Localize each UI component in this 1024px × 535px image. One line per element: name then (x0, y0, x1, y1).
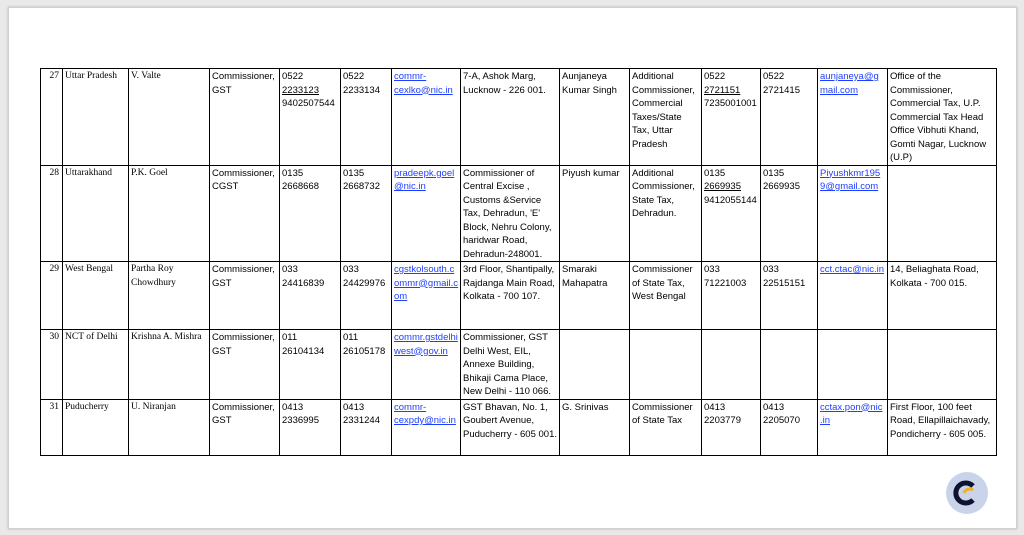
sgst-address-cell (888, 399, 997, 455)
cgst-officer-name: U. Niranjan (131, 401, 176, 412)
cgst-mobile-number: 9402507544 (282, 98, 335, 109)
cgst-email-cell (392, 330, 461, 400)
cgst-address: GST Bhavan, No. 1, Goubert Avenue, Puducherry - 605 001. (463, 401, 558, 440)
cgst-phone-number: 24416839 (282, 277, 325, 289)
serial-number-cell (41, 262, 63, 330)
table-row (41, 399, 997, 455)
sgst-designation-cell (630, 262, 702, 330)
sgst-designation: Commissioner of State Tax, West Bengal (632, 264, 693, 302)
sgst-fax-number: 22515151 (763, 277, 806, 289)
serial-number: 28 (49, 167, 59, 178)
sgst-fax-cell (761, 69, 818, 166)
sgst-email-cell (818, 165, 888, 262)
sgst-phone-cell (702, 69, 761, 166)
contact-table (40, 68, 997, 456)
cgst-fax-number: 2668732 (343, 181, 380, 192)
state-cell (63, 262, 129, 330)
cgst-designation-cell (210, 262, 280, 330)
cgst-fax-cell (341, 165, 392, 262)
cgst-designation: Commissioner, GST (212, 401, 275, 426)
cgst-fax-code: 0135 (343, 167, 365, 179)
sgst-officer-name: G. Srinivas (562, 401, 609, 413)
sgst-email-cell (818, 330, 888, 400)
cgst-designation: Commissioner, GST (212, 264, 275, 289)
cgst-address-cell (461, 330, 560, 400)
cgst-phone-number: 26104134 (282, 345, 325, 357)
sgst-mobile-number: 7235001001 (704, 98, 757, 109)
sgst-email-link[interactable]: cctax.pon@nic.in (820, 401, 883, 426)
sgst-designation-cell (630, 165, 702, 262)
sgst-phone-code: 0413 (704, 401, 726, 413)
cgst-email-link[interactable]: cgstkolsouth.commr@gmail.com (394, 264, 459, 302)
cgst-email-cell (392, 69, 461, 166)
sgst-phone-cell (702, 262, 761, 330)
cgst-designation: Commissioner, CGST (212, 167, 275, 192)
state-name: Puducherry (65, 401, 109, 412)
sgst-email-cell (818, 262, 888, 330)
table-row (41, 262, 997, 330)
sgst-address: Office of the Commissioner, Commercial Tax, U.P. Commercial Tax Head Office Vibhuti Khand, Gomti Nagar, Lucknow (U.P) (890, 71, 987, 163)
sgst-phone-cell (702, 165, 761, 262)
state-cell (63, 330, 129, 400)
cgst-fax-cell (341, 262, 392, 330)
cgst-phone-cell (280, 262, 341, 330)
cgst-email-cell (392, 399, 461, 455)
sgst-officer-name: Piyush kumar (562, 167, 620, 179)
sgst-mobile-number: 9412055144 (704, 194, 757, 206)
state-name: Uttar Pradesh (65, 71, 117, 81)
sgst-designation: Additional Commissioner, Commercial Taxes/State Tax, Uttar Pradesh (632, 71, 695, 150)
sgst-designation: Commissioner of State Tax (632, 401, 693, 426)
cgst-email-link[interactable]: commr.gstdelhiwest@gov.in (394, 332, 458, 357)
sgst-designation-cell (630, 330, 702, 400)
sgst-officer-cell (560, 165, 630, 262)
sgst-email-link[interactable]: aunjaneya@gmail.com (820, 71, 879, 96)
sgst-officer-name: Aunjaneya Kumar Singh (562, 71, 617, 96)
cgst-address-cell (461, 262, 560, 330)
cgst-phone-code: 0522 (282, 71, 304, 82)
cgst-designation: Commissioner, GST (212, 71, 275, 96)
cgst-fax-code: 033 (343, 264, 359, 275)
sgst-address-cell (888, 330, 997, 400)
cgst-phone-cell (280, 399, 341, 455)
cgst-officer-cell (129, 399, 210, 455)
cgst-phone-code: 033 (282, 264, 298, 275)
sgst-officer-name: Smaraki Mahapatra (562, 264, 608, 289)
cgst-phone-number: 2233123 (282, 84, 319, 96)
cgst-phone-cell (280, 165, 341, 262)
serial-number-cell (41, 399, 63, 455)
cgst-fax-number: 2233134 (343, 84, 380, 96)
sgst-officer-cell (560, 69, 630, 166)
sgst-email-link[interactable]: cct.ctac@nic.in (820, 264, 885, 275)
sgst-officer-cell (560, 399, 630, 455)
cgst-designation-cell (210, 165, 280, 262)
cgst-address-cell (461, 165, 560, 262)
sgst-address-cell (888, 165, 997, 262)
state-name: Uttarakhand (65, 167, 112, 178)
cgst-fax-code: 011 (343, 332, 359, 343)
cgst-phone-cell (280, 330, 341, 400)
serial-number-cell (41, 69, 63, 166)
cgst-phone-code: 0413 (282, 401, 304, 413)
sgst-email-cell (818, 69, 888, 166)
state-cell (63, 165, 129, 262)
cgst-designation: Commissioner, GST (212, 332, 275, 357)
cgst-address: 7-A, Ashok Marg, Lucknow - 226 001. (463, 71, 546, 96)
cgst-officer-name: Partha Roy Chowdhury (131, 264, 176, 288)
sgst-address: First Floor, 100 feet Road, Ellapillaichavady, Pondicherry - 605 005. (890, 401, 991, 440)
serial-number-cell (41, 165, 63, 262)
serial-number: 29 (49, 264, 59, 274)
sgst-fax-number: 2205070 (763, 415, 800, 426)
document-page (8, 7, 1017, 529)
cgst-address-cell (461, 399, 560, 455)
cgst-address: Commissioner, GST Delhi West, EIL, Annexe Building, Bhikaji Cama Place, New Delhi - 110 066. (463, 332, 552, 397)
sgst-fax-cell (761, 262, 818, 330)
cgst-fax-number: 24429976 (343, 277, 386, 289)
state-name: West Bengal (65, 264, 114, 274)
sgst-phone-code: 0135 (704, 167, 726, 179)
logo-c-icon (946, 472, 988, 514)
sgst-phone-code: 033 (704, 264, 720, 275)
cgst-designation-cell (210, 69, 280, 166)
table-row (41, 165, 997, 262)
sgst-fax-code: 033 (763, 264, 779, 275)
cgst-designation-cell (210, 330, 280, 400)
sgst-phone-cell (702, 330, 761, 400)
sgst-officer-cell (560, 330, 630, 400)
sgst-designation: Additional Commissioner, State Tax, Dehradun. (632, 167, 695, 219)
cgst-officer-cell (129, 69, 210, 166)
cgst-designation-cell (210, 399, 280, 455)
cgst-phone-number: 2668668 (282, 181, 319, 192)
sgst-fax-code: 0135 (763, 167, 785, 179)
sgst-phone-code: 0522 (704, 71, 726, 82)
serial-number-cell (41, 330, 63, 400)
cgst-phone-number: 2336995 (282, 415, 319, 426)
cgst-fax-code: 0413 (343, 401, 365, 413)
cgst-officer-name: V. Valte (131, 71, 161, 81)
sgst-phone-number: 2721151 (704, 84, 741, 96)
sgst-designation-cell (630, 399, 702, 455)
cgst-email-link[interactable]: pradeepk.goel@nic.in (394, 167, 455, 192)
cgst-officer-cell (129, 165, 210, 262)
sgst-phone-number: 2203779 (704, 415, 741, 426)
state-cell (63, 69, 129, 166)
cgst-address: Commissioner of Central Excise , Customs &Service Tax, Dehradun, 'E' Block, Nehru Colony, haridwar Road, Dehradun-248001. (463, 167, 552, 260)
cgst-email-cell (392, 165, 461, 262)
sgst-address-cell (888, 69, 997, 166)
sgst-fax-cell (761, 330, 818, 400)
state-cell (63, 399, 129, 455)
sgst-fax-number: 2669935 (763, 181, 800, 192)
state-name: NCT of Delhi (65, 332, 118, 342)
cgst-fax-cell (341, 330, 392, 400)
cgst-address-cell (461, 69, 560, 166)
sgst-phone-number: 2669935 (704, 181, 741, 192)
cgst-fax-cell (341, 399, 392, 455)
cgst-fax-cell (341, 69, 392, 166)
sgst-address: 14, Beliaghata Road, Kolkata - 700 015. (890, 264, 979, 289)
table-row (41, 330, 997, 400)
sgst-address-cell (888, 262, 997, 330)
cgst-phone-code: 0135 (282, 167, 304, 179)
sgst-fax-code: 0522 (763, 71, 785, 82)
sgst-phone-cell (702, 399, 761, 455)
floating-logo-button[interactable] (946, 472, 988, 514)
cgst-fax-number: 2331244 (343, 415, 380, 426)
cgst-officer-cell (129, 262, 210, 330)
sgst-designation-cell (630, 69, 702, 166)
cgst-officer-name: Krishna A. Mishra (131, 332, 202, 342)
serial-number: 31 (49, 401, 59, 412)
cgst-email-cell (392, 262, 461, 330)
cgst-email-link[interactable]: commr-cexpdy@nic.in (394, 401, 456, 426)
sgst-officer-cell (560, 262, 630, 330)
cgst-email-link[interactable]: commr-cexlko@nic.in (394, 71, 453, 96)
cgst-fax-code: 0522 (343, 71, 365, 82)
sgst-fax-cell (761, 165, 818, 262)
cgst-phone-code: 011 (282, 332, 298, 343)
table-row (41, 69, 997, 166)
sgst-email-link[interactable]: Piyushkmr1959@gmail.com (820, 167, 881, 192)
sgst-phone-number: 71221003 (704, 277, 747, 289)
sgst-email-cell (818, 399, 888, 455)
cgst-officer-cell (129, 330, 210, 400)
sgst-fax-code: 0413 (763, 401, 785, 413)
sgst-fax-cell (761, 399, 818, 455)
serial-number: 30 (49, 332, 59, 342)
cgst-officer-name: P.K. Goel (131, 167, 168, 178)
cgst-phone-cell (280, 69, 341, 166)
cgst-address: 3rd Floor, Shantipally, Rajdanga Main Road, Kolkata - 700 107. (463, 264, 555, 302)
serial-number: 27 (49, 71, 59, 81)
cgst-fax-number: 26105178 (343, 345, 386, 357)
sgst-fax-number: 2721415 (763, 84, 800, 96)
